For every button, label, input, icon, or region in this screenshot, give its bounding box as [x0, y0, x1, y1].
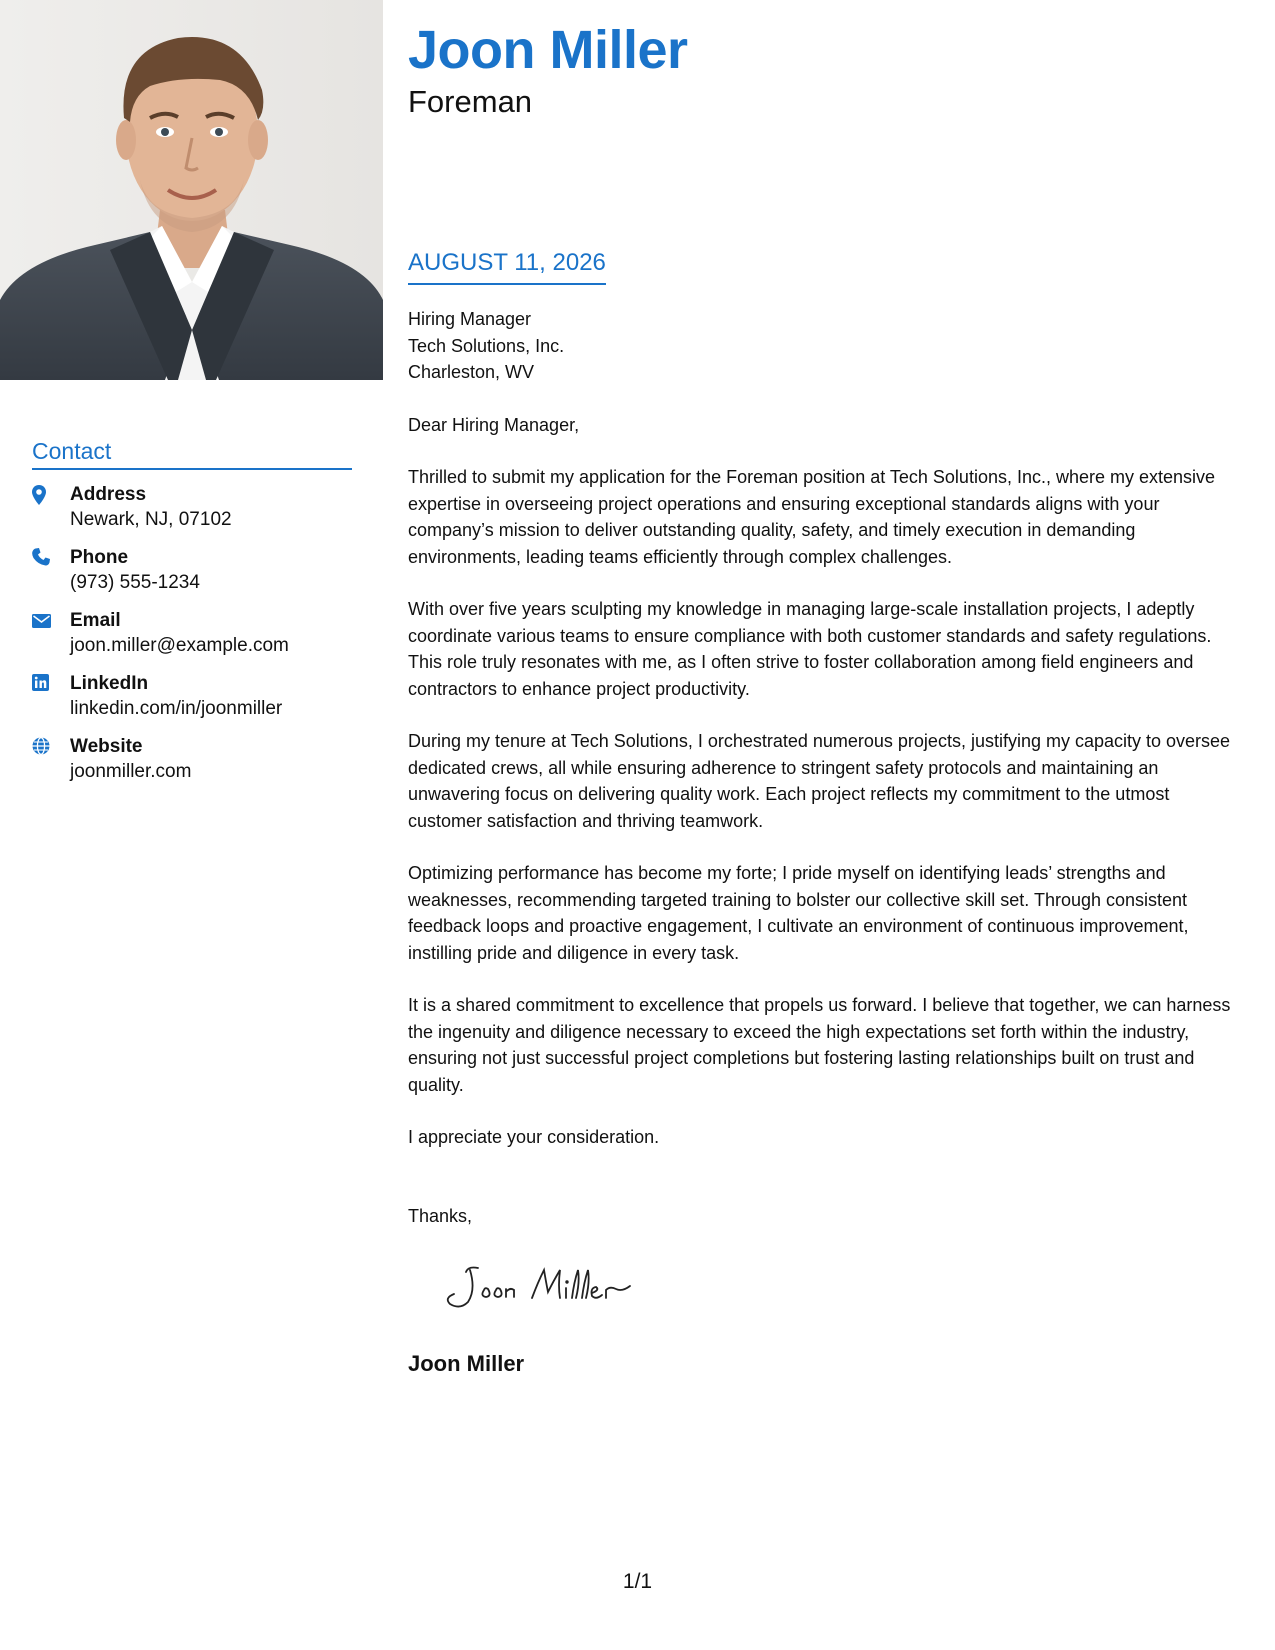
- page-number: 1/1: [622, 1570, 653, 1593]
- paragraph: It is a shared commitment to excellence that propels us forward. I believe that together, we can harness the ingenuity and diligence necessary to exceed the high expectations set forth within the industry, ensuring not just successful project completions but fostering lasting relationships built on trust and quality.: [408, 995, 1231, 1095]
- website-value[interactable]: joonmiller.com: [70, 761, 192, 782]
- linkedin-value[interactable]: linkedin.com/in/joonmiller: [70, 698, 283, 719]
- phone-icon: [32, 545, 70, 566]
- job-title: Foreman: [408, 84, 533, 119]
- email-icon: [32, 608, 70, 628]
- paragraph: Optimizing performance has become my forte; I pride myself on identifying leads’ strengths and weaknesses, recommending targeted training to bolster our collective skill set. Through consistent feedback loops and proactive engagement, I cultivate an environment of continuous improvement, instilling pride and diligence in every task.: [408, 863, 1189, 963]
- contact-section: [32, 437, 352, 797]
- contact-label: Address: [70, 484, 147, 505]
- portrait-image: [0, 0, 383, 380]
- recipient-block: [408, 306, 1248, 386]
- letter-date: AUGUST 11, 2026: [408, 248, 606, 285]
- paragraph: Thrilled to submit my application for the Foreman position at Tech Solutions, Inc., where my extensive expertise in overseeing project operations and ensuring exceptional standards aligns with your company’s mission to deliver outstanding quality, safety, and timely execution in demanding environments, leading teams efficiently through complex challenges.: [408, 467, 1216, 567]
- address-value: Newark, NJ, 07102: [70, 509, 232, 530]
- contact-label: LinkedIn: [70, 673, 149, 694]
- contact-item-phone: [32, 545, 352, 608]
- handwritten-signature: [440, 1262, 650, 1312]
- applicant-name: Joon Miller: [408, 20, 688, 80]
- letter-body: [408, 306, 1248, 1229]
- recipient-line: Charleston, WV: [408, 362, 535, 382]
- globe-icon: [32, 734, 70, 755]
- contact-list: [32, 482, 352, 797]
- contact-item-linkedin: [32, 671, 352, 734]
- contact-item-address: [32, 482, 352, 545]
- signed-name: Joon Miller: [408, 1351, 525, 1376]
- recipient-line: Tech Solutions, Inc.: [408, 335, 565, 356]
- contact-item-website: [32, 734, 352, 797]
- closing: Thanks,: [408, 1205, 473, 1226]
- linkedin-icon: [32, 671, 70, 691]
- profile-photo: [0, 0, 383, 380]
- email-value[interactable]: joon.miller@example.com: [70, 635, 289, 656]
- contact-item-email: [32, 608, 352, 671]
- paragraph: With over five years sculpting my knowledge in managing large-scale installation projects, I adeptly coordinate various teams to ensure compliance with both customer standards and safety regulations. This role truly resonates with me, as I often strive to foster collaboration among field engineers and contractors to enhance project productivity.: [408, 599, 1212, 699]
- phone-value: (973) 555-1234: [70, 572, 200, 593]
- contact-label: Email: [70, 610, 121, 631]
- contact-label: Phone: [70, 547, 129, 568]
- contact-label: Website: [70, 736, 143, 757]
- contact-heading: Contact: [32, 437, 352, 470]
- location-pin-icon: [32, 482, 70, 505]
- paragraph: During my tenure at Tech Solutions, I orchestrated numerous projects, justifying my capacity to oversee dedicated crews, all while ensuring adherence to stringent safety protocols and maintaining an unwavering focus on delivering quality work. Each project reflects my commitment to the utmost customer satisfaction and thriving teamwork.: [408, 731, 1231, 831]
- recipient-line: Hiring Manager: [408, 309, 532, 329]
- paragraph: I appreciate your consideration.: [408, 1127, 660, 1147]
- salutation: Dear Hiring Manager,: [408, 414, 580, 435]
